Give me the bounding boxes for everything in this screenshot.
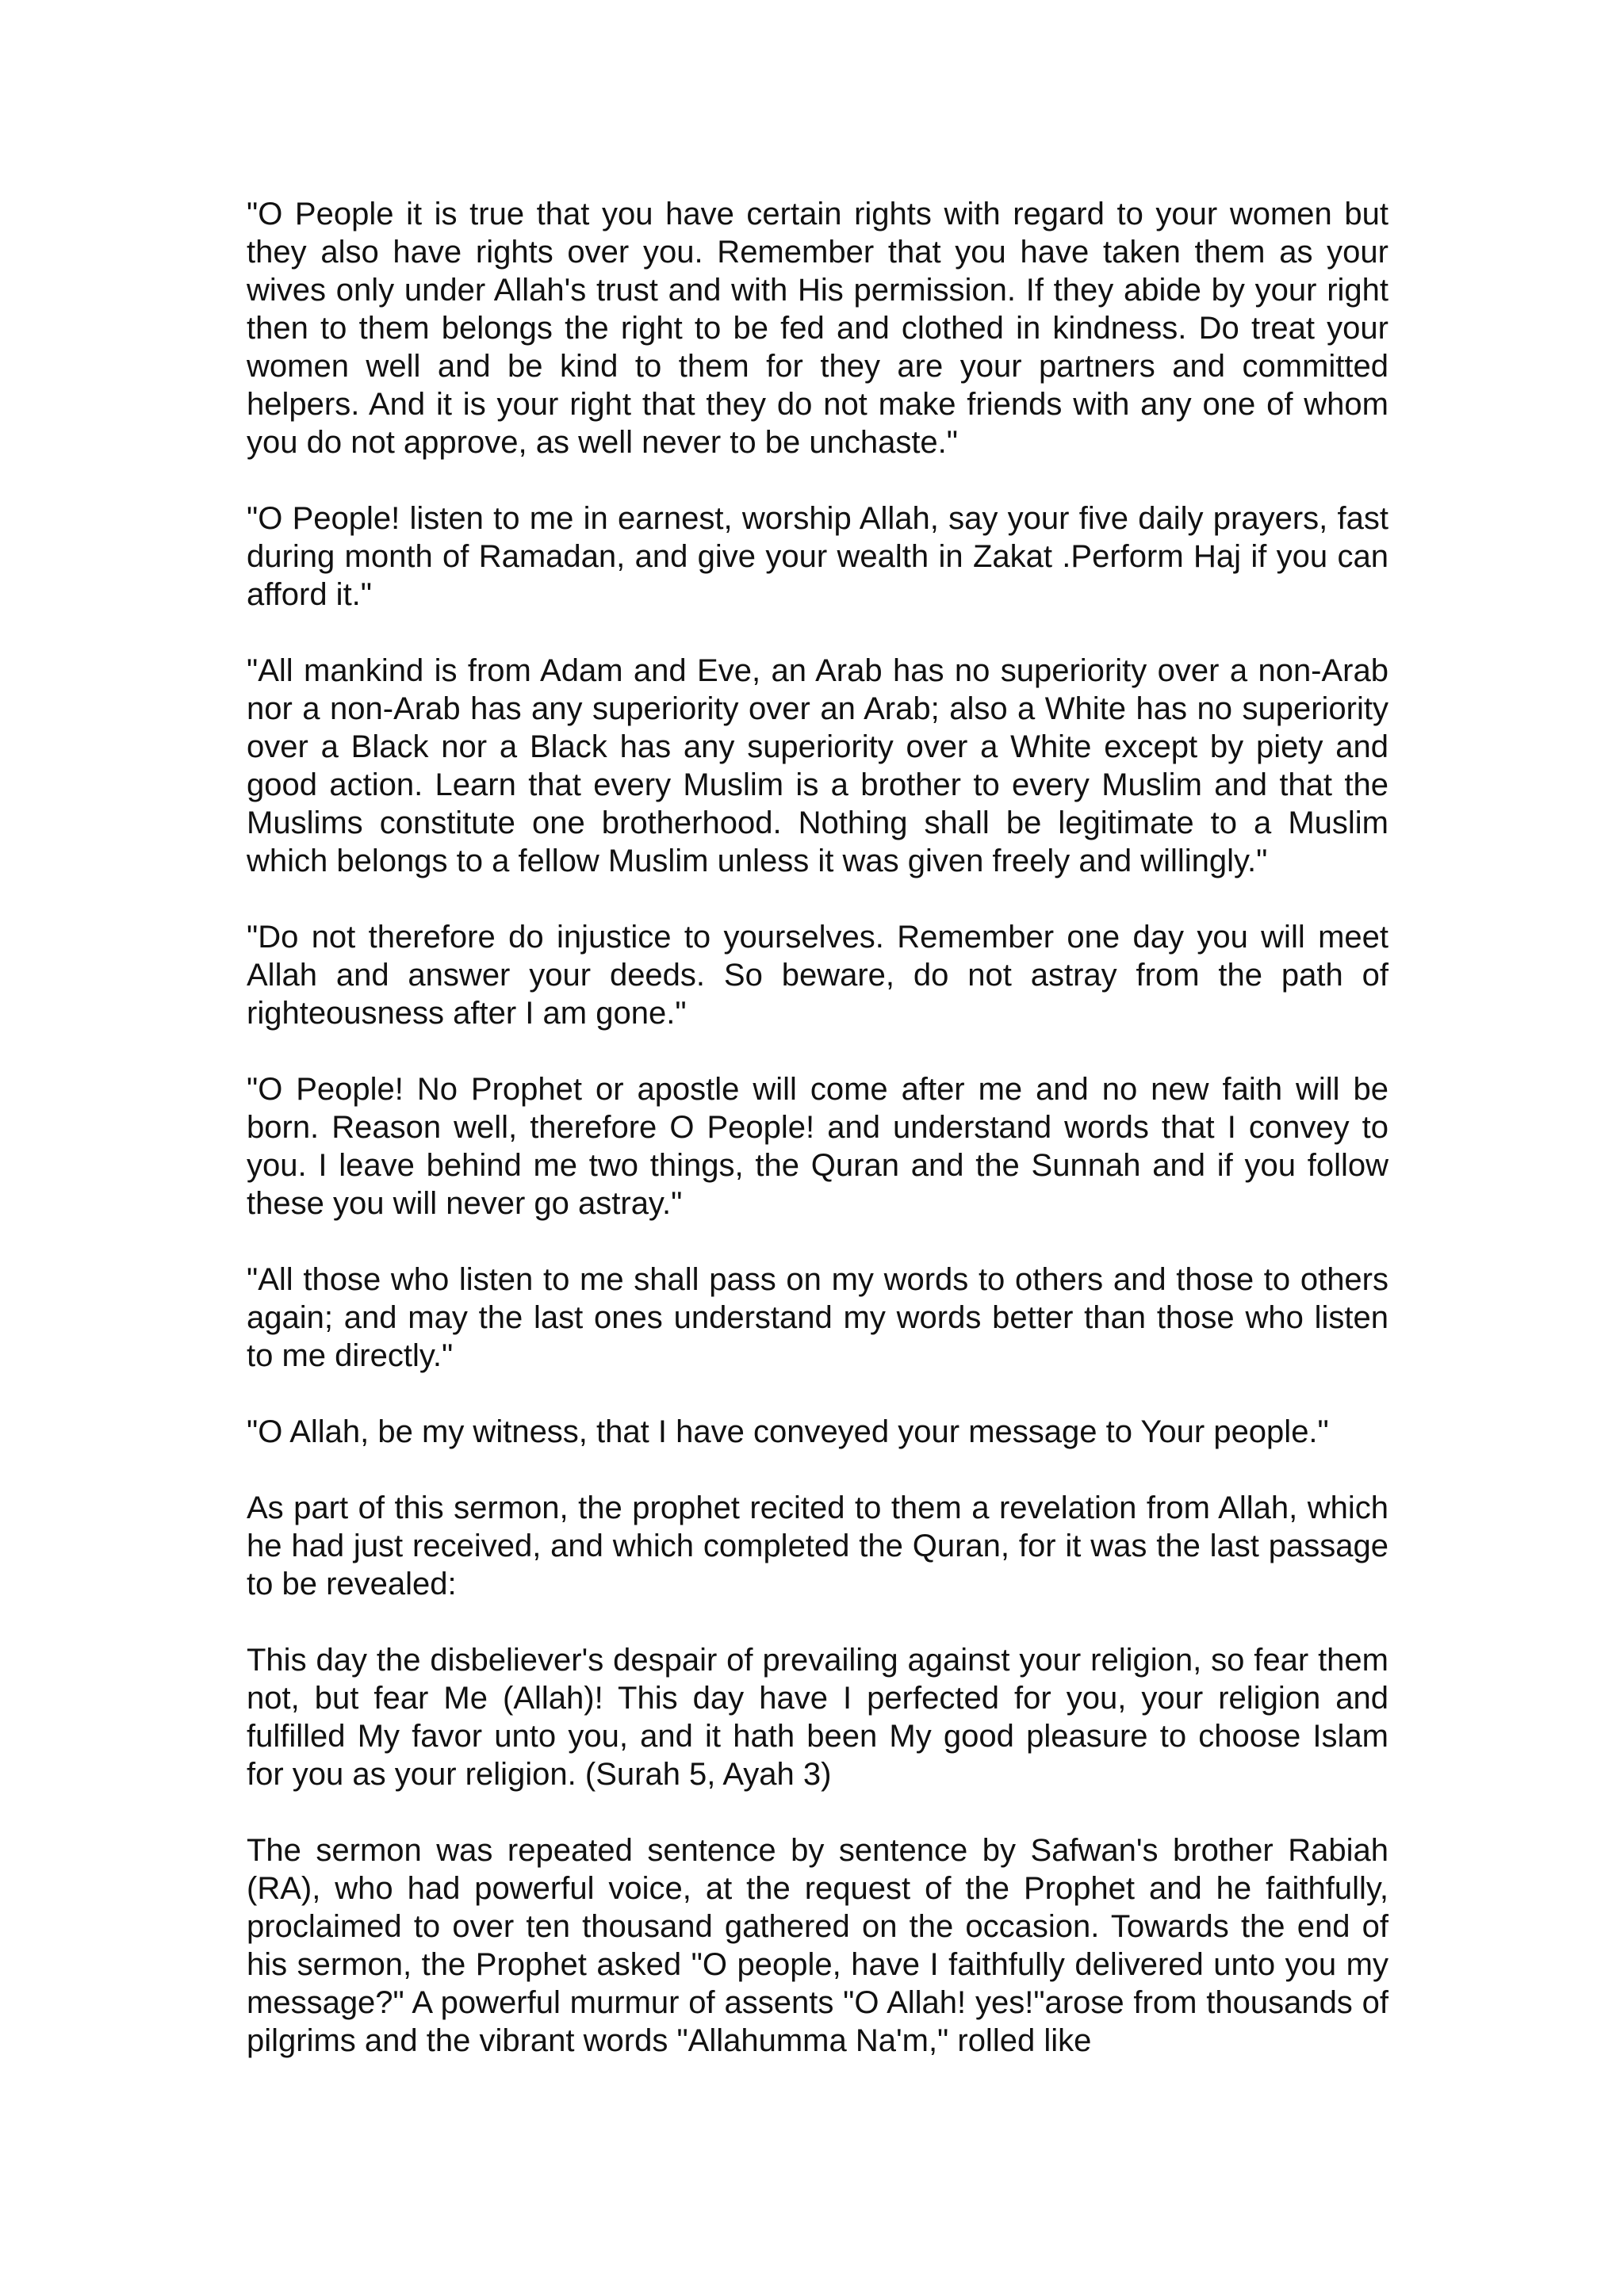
paragraph-quran-verse: This day the disbeliever's despair of prevailing against your religion, so fear them not, but fear Me (Allah)! This day have I perfected for you, your religion and fulfilled My favor unto you, and it hath been My good pleasure to choose Islam for you as your religion. (Surah 5, Ayah 3) [247,1643,1388,1792]
paragraph-sermon-repeated: The sermon was repeated sentence by sentence by Safwan's brother Rabiah (RA), who had powerful voice, at the request of the Prophet and he faithfully, proclaimed to over ten thousand gathered on the occasion. Towards the end of his sermon, the Prophet asked "O people, have I faithfully delivered unto you my message?" A powerful murmur of assents "O Allah! yes!"arose from thousands of pilgrims and the vibrant words "Allahumma Na'm," rolled like [247,1833,1388,2058]
paragraph-pass-on-words: "All those who listen to me shall pass on my words to others and those to others again; and may the last ones understand my words better than those who listen to me directly." [247,1262,1388,1373]
paragraph-revelation-intro: As part of this sermon, the prophet recited to them a revelation from Allah, which he had just received, and which completed the Quran, for it was the last passage to be revealed: [247,1490,1388,1601]
paragraph-women-rights: "O People it is true that you have certain rights with regard to your women but they also have rights over you. Remember that you have taken them as your wives only under Allah's trust and with His permission. If they abide by your right then to them belongs the right to be fed and clothed in kindness. Do treat your women well and be kind to them for they are your partners and committed helpers. And it is your right that they do not make friends with any one of whom you do not approve, as well never to be unchaste." [247,197,1388,460]
paragraph-no-prophet: "O People! No Prophet or apostle will come after me and no new faith will be born. Reason well, therefore O People! and understand words that I convey to you. I leave behind me two things, the Quran and the Sunnah and if you follow these you will never go astray." [247,1072,1388,1221]
paragraph-mankind: "All mankind is from Adam and Eve, an Arab has no superiority over a non-Arab nor a non-Arab has any superiority over an Arab; also a White has no superiority over a Black nor a Black has any superiority over a White except by piety and good action. Learn that every Muslim is a brother to every Muslim and that the Muslims constitute one brotherhood. Nothing shall be legitimate to a Muslim which belongs to a fellow Muslim unless it was given freely and willingly." [247,653,1388,878]
paragraph-witness: "O Allah, be my witness, that I have conveyed your message to Your people." [247,1414,1329,1449]
paragraph-worship: "O People! listen to me in earnest, worship Allah, say your five daily prayers, fast during month of Ramadan, and give your wealth in Zakat .Perform Haj if you can afford it." [247,501,1388,612]
document-page [247,195,1388,2060]
paragraph-injustice: "Do not therefore do injustice to yourselves. Remember one day you will meet Allah and answer your deeds. So beware, do not astray from the path of righteousness after I am gone." [247,920,1388,1031]
